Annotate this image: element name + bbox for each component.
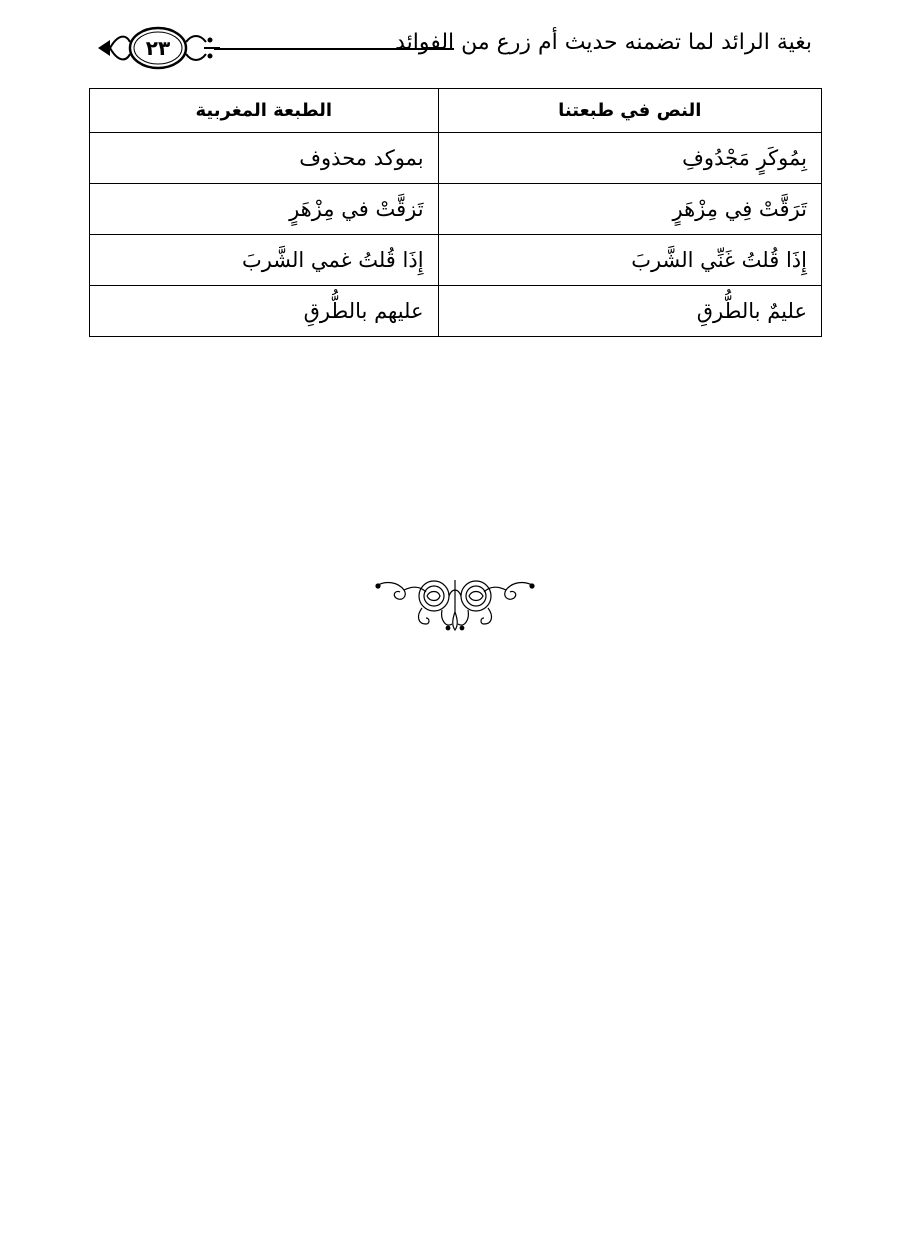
running-header	[96, 22, 812, 74]
our-edition-cell: بِمُوكَرٍ مَجْدُوفِ	[438, 133, 821, 184]
our-edition-cell: عليمٌ بالطُّرقِ	[438, 286, 821, 337]
comparison-table	[89, 88, 822, 337]
our-edition-cell: تَرَقَّتْ فِي مِزْهَرٍ	[438, 184, 821, 235]
moroccan-edition-cell: تَزقَّتْ في مِزْهَرٍ	[90, 184, 439, 235]
book-title: بغية الرائد لما تضمنه حديث أم زرع من الفوائد	[395, 30, 812, 55]
moroccan-edition-cell: عليهم بالطُّرقِ	[90, 286, 439, 337]
table-row	[90, 133, 822, 184]
floral-ornament-icon	[372, 572, 538, 634]
page-number: ٢٣	[145, 36, 171, 60]
column-header-moroccan-edition: الطبعة المغربية	[90, 89, 439, 133]
moroccan-edition-cell: إِذَا قُلتُ غمي الشَّربَ	[90, 235, 439, 286]
table-row	[90, 235, 822, 286]
column-header-our-edition: النص في طبعتنا	[438, 89, 821, 133]
moroccan-edition-cell: بموكد محذوف	[90, 133, 439, 184]
our-edition-cell: إِذَا قُلتُ غَنِّي الشَّربَ	[438, 235, 821, 286]
table-row	[90, 184, 822, 235]
table-header-row	[90, 89, 822, 133]
table-row	[90, 286, 822, 337]
